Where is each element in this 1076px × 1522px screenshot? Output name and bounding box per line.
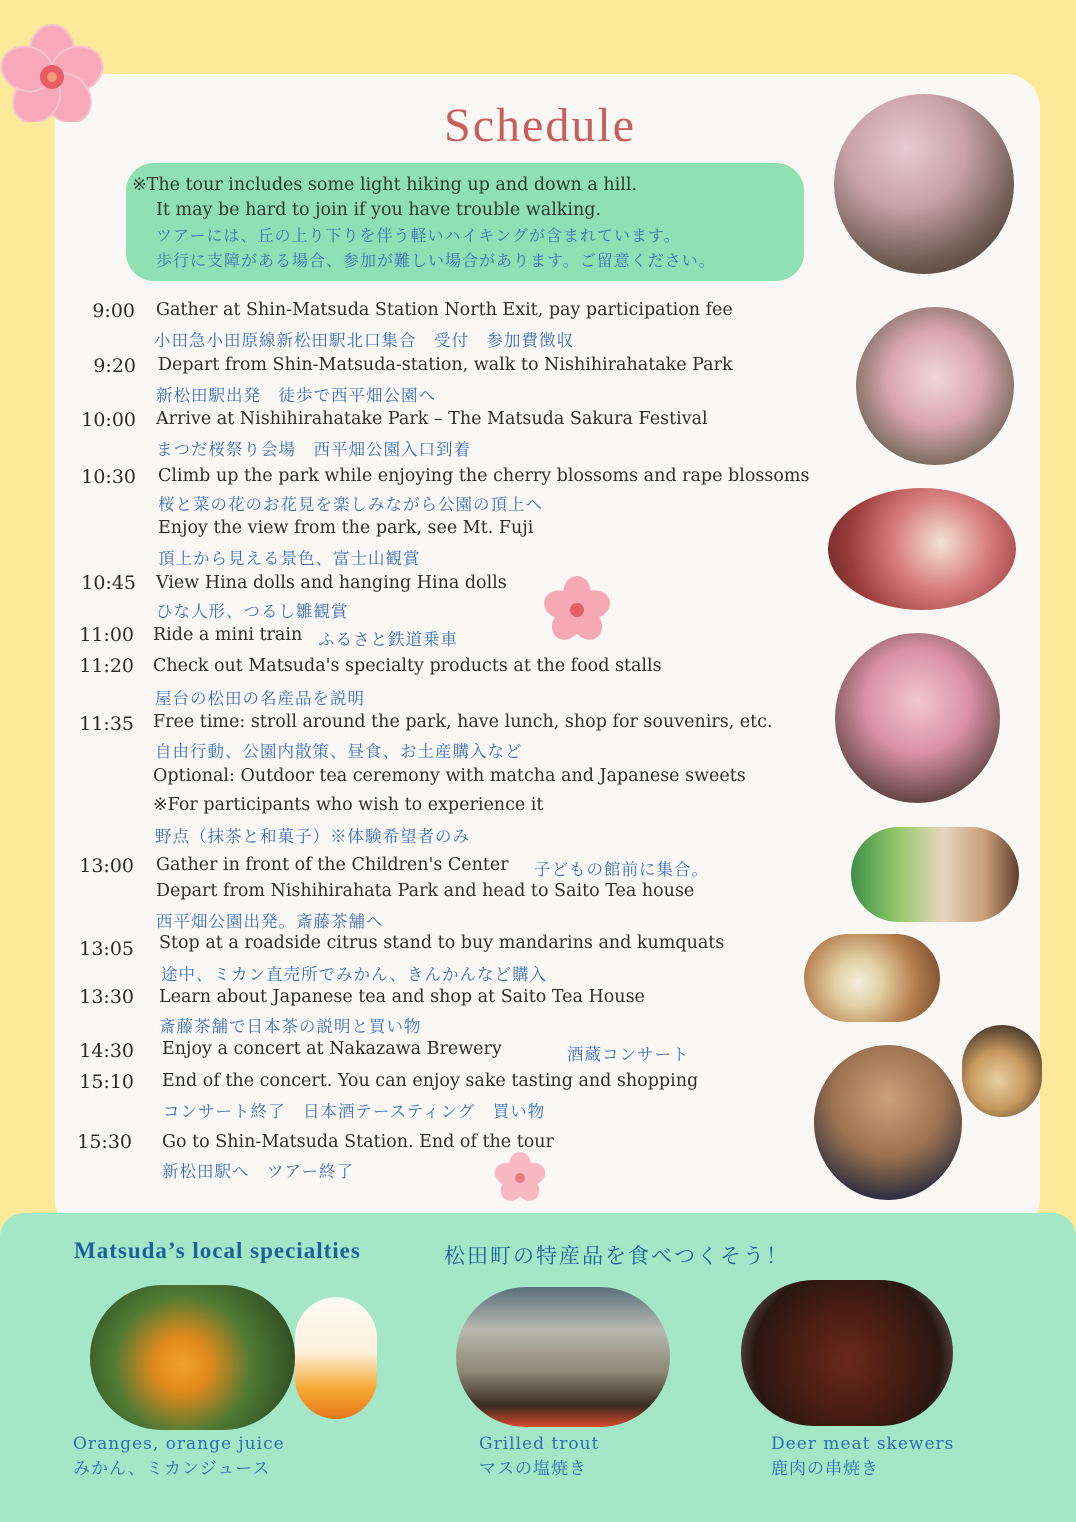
schedule-time: 11:35 [79,713,134,735]
schedule-time: 10:30 [81,466,136,488]
schedule-item-en: Optional: Outdoor tea ceremony with matcha and Japanese sweets [153,766,746,786]
deer-skewers-photo [741,1280,953,1426]
schedule-time: 9:20 [93,355,136,377]
schedule-time: 13:05 [79,938,134,960]
schedule-time: 13:30 [79,986,134,1008]
notice-line-3: ツアーには、丘の上り下りを伴う軽いハイキングが含まれています。 [156,226,681,245]
notice-line-4: 歩行に支障がある場合、参加が難しい場合があります。ご留意ください。 [156,251,716,270]
mini-train-photo [835,633,1000,803]
schedule-item-en: Go to Shin-Matsuda Station. End of the tour [162,1132,554,1152]
specialty-caption-jp: マスの塩焼き [479,1459,587,1479]
hiking-notice [126,163,804,281]
food-stall-products-photo [851,827,1019,922]
notice-line-1: ※The tour includes some light hiking up and down a hill. [132,175,638,195]
festival-visitors-photo [856,307,1014,465]
schedule-item-en: Climb up the park while enjoying the cherry blossoms and rape blossoms [158,466,810,486]
schedule-item-en: Gather in front of the Children's Center [156,855,509,875]
hiking-cherry-trees-photo [834,94,1014,274]
schedule-time: 15:30 [77,1131,132,1153]
schedule-item-jp: 小田急小田原線新松田駅北口集合 受付 参加費徴収 [154,331,574,350]
specialties-title: Matsuda’s local specialties [74,1238,361,1263]
schedule-item-en: Check out Matsuda's specialty products at the food stalls [153,656,662,676]
specialty-caption [479,1432,599,1482]
specialty-caption-en: Oranges, orange juice [73,1434,285,1454]
schedule-item-en: Arrive at Nishihirahatake Park – The Matsuda Sakura Festival [156,409,708,429]
schedule-time: 11:00 [79,624,134,646]
schedule-item-en: Free time: stroll around the park, have lunch, shop for souvenirs, etc. [153,712,773,732]
schedule-item-jp: 新松田駅出発 徒歩で西平畑公園へ [156,386,436,405]
schedule-item-en: View Hina dolls and hanging Hina dolls [156,573,507,593]
sake-cup-photo [962,1025,1042,1117]
specialty-caption-jp: 鹿肉の串焼き [771,1459,879,1479]
schedule-item-jp: 西平畑公園出発。斎藤茶舗へ [156,912,384,931]
brewery-concert-photo [814,1045,962,1200]
notice-line-2: It may be hard to join if you have trouble walking. [156,200,602,220]
specialty-caption [771,1432,954,1482]
schedule-item-jp: まつだ桜祭り会場 西平畑公園入口到着 [156,440,471,459]
schedule-item-jp: 桜と菜の花のお花見を楽しみながら公園の頂上へ [158,495,543,514]
schedule-item-en: Depart from Shin-Matsuda-station, walk to Nishihirahatake Park [158,355,733,375]
cherry-blossom-icon [540,575,614,645]
cherry-blossom-icon [492,1152,548,1204]
schedule-item-jp: ひな人形、つるし雛観賞 [156,602,349,621]
schedule-item-en: Gather at Shin-Matsuda Station North Exit, pay participation fee [156,300,733,320]
schedule-item-jp: 子どもの館前に集合。 [534,860,709,879]
schedule-item-en: End of the concert. You can enjoy sake tasting and shopping [162,1071,699,1091]
specialty-caption-en: Deer meat skewers [771,1434,955,1454]
schedule-item-en: Ride a mini train [153,625,303,645]
schedule-item-jp: 野点（抹茶と和菓子）※体験希望者のみ [155,827,470,846]
cherry-blossom-icon [0,22,110,122]
schedule-item-jp: 酒蔵コンサート [567,1045,690,1064]
page-title: Schedule [444,99,636,152]
specialty-caption-en: Grilled trout [479,1434,600,1454]
schedule-item-en: Depart from Nishihirahata Park and head to Saito Tea house [156,881,695,901]
schedule-item-en: Enjoy a concert at Nakazawa Brewery [162,1039,502,1059]
schedule-item-en: Stop at a roadside citrus stand to buy mandarins and kumquats [159,933,725,953]
schedule-time: 10:45 [81,572,136,594]
green-tea-cups-photo [804,934,940,1022]
schedule-item-jp: 頂上から見える景色、富士山観賞 [158,549,421,568]
schedule-item-jp: 新松田駅へ ツアー終了 [162,1162,355,1181]
hina-dolls-photo [828,488,1016,610]
schedule-time: 9:00 [92,300,135,322]
schedule-item-jp: 斎藤茶舗で日本茶の説明と買い物 [159,1017,422,1036]
orange-juice-photo [295,1297,377,1419]
schedule-item-jp: コンサート終了 日本酒テースティング 買い物 [163,1102,546,1121]
schedule-time: 11:20 [79,655,134,677]
specialty-caption-jp: みかん、ミカンジュース [73,1459,271,1479]
schedule-item-jp: ふるさと鉄道乗車 [318,630,458,649]
oranges-photo [90,1285,295,1430]
schedule-item-en: ※For participants who wish to experience it [153,795,544,815]
schedule-item-jp: 自由行動、公園内散策、昼食、お土産購入など [155,742,523,761]
schedule-item-en: Enjoy the view from the park, see Mt. Fuji [158,518,534,538]
schedule-time: 13:00 [79,855,134,877]
schedule-item-jp: 途中、ミカン直売所でみかん、きんかんなど購入 [161,965,547,984]
schedule-item-en: Learn about Japanese tea and shop at Saito Tea House [159,987,645,1007]
schedule-item-jp: 屋台の松田の名産品を説明 [155,689,365,708]
schedule-time: 10:00 [81,409,136,431]
schedule-time: 14:30 [79,1040,134,1062]
specialties-title-jp: 松田町の特産品を食べつくそう！ [444,1244,789,1268]
grilled-trout-photo [456,1287,670,1427]
schedule-time: 15:10 [79,1071,134,1093]
specialty-caption [73,1432,285,1482]
